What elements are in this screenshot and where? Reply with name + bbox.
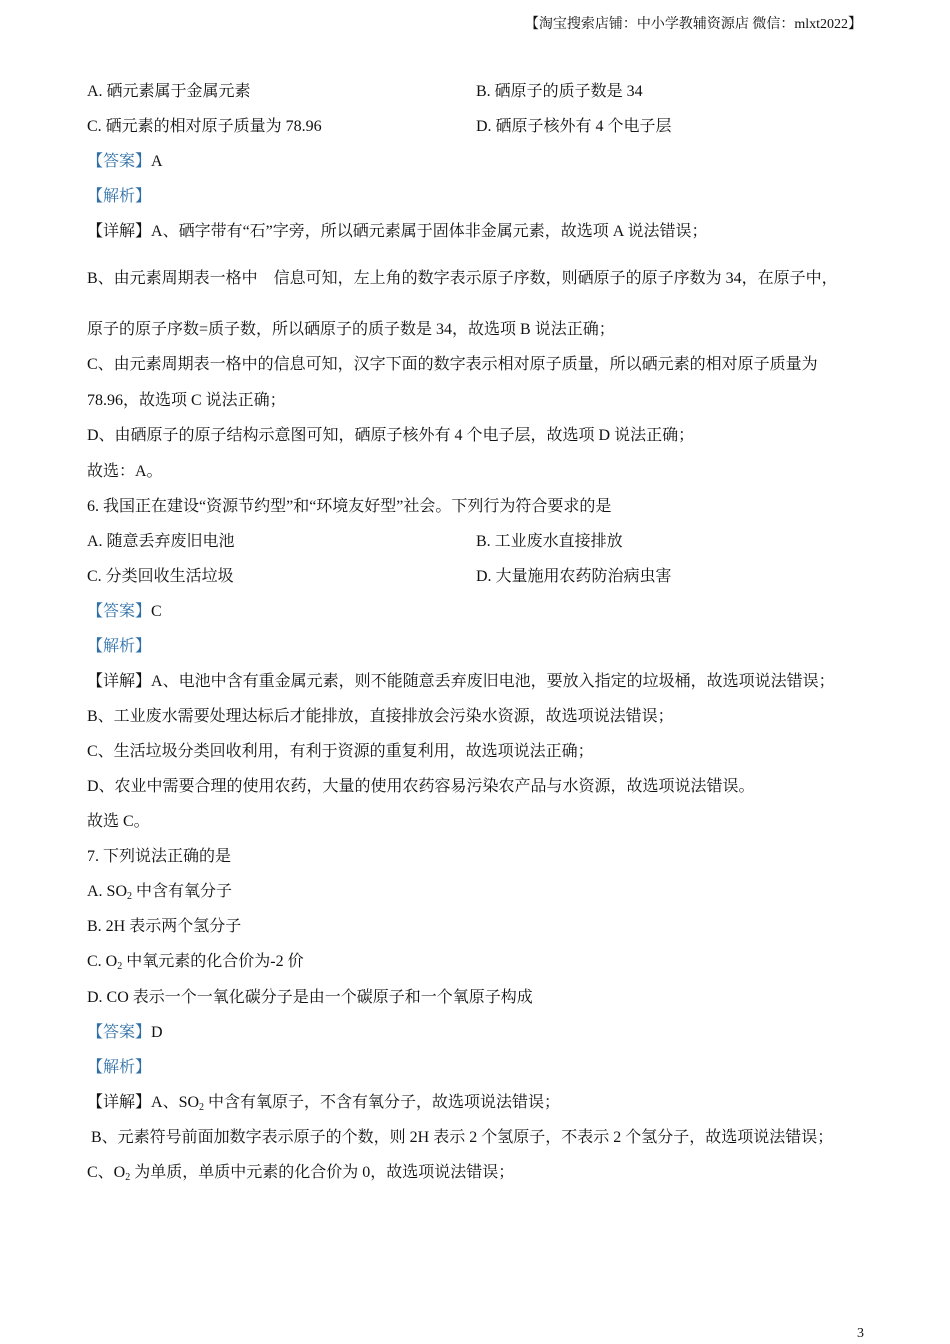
q7-answer xyxy=(87,1023,163,1043)
q6-option-b: B. 工业废水直接排放 xyxy=(476,533,623,550)
subscript: 2 xyxy=(125,1172,131,1183)
q7-analysis-label: 【解析】 xyxy=(87,1059,152,1076)
formula-text: C、O xyxy=(87,1164,126,1181)
q7-option-b: B. 2H 表示两个氢分子 xyxy=(87,918,242,935)
q5-analysis-label: 【解析】 xyxy=(87,188,152,205)
page-number: 3 xyxy=(857,1326,864,1341)
q7-option-d: D. CO 表示一个一氧化碳分子是由一个碳原子和一个氧原子构成 xyxy=(87,989,533,1006)
formula-text: A、SO xyxy=(151,1094,200,1111)
detail-text: 中含有氧原子，不含有氧分子，故选项说法错误； xyxy=(204,1094,561,1111)
q7-option-c xyxy=(87,952,304,972)
detail-text: A、硒字带有“石”字旁，所以硒元素属于固体非金属元素，故选项 A 说法错误； xyxy=(151,223,708,240)
q7-detail-1 xyxy=(87,1093,560,1113)
subscript: 2 xyxy=(199,1102,205,1113)
option-text: 中氧元素的化合价为-2 价 xyxy=(122,953,304,970)
q5-answer xyxy=(87,152,163,172)
formula-text: C. O xyxy=(87,953,118,970)
answer-value: A xyxy=(151,153,163,170)
q5-option-a: A. 硒元素属于金属元素 xyxy=(87,83,251,100)
q5-detail-2: B、由元素周期表一格中 信息可知，左上角的数字表示原子序数，则硒原子的原子序数为 34，在原子中， xyxy=(87,270,838,287)
answer-label: 【答案】 xyxy=(87,153,152,170)
q5-detail-1 xyxy=(87,222,707,242)
q5-detail-3: 原子的原子序数=质子数，所以硒原子的质子数是 34，故选项 B 说法正确； xyxy=(87,321,615,338)
q5-detail-4: C、由元素周期表一格中的信息可知，汉字下面的数字表示相对原子质量，所以硒元素的相对原子质量为 xyxy=(87,356,818,373)
subscript: 2 xyxy=(117,961,123,972)
q6-answer xyxy=(87,602,162,622)
q6-detail-2: B、工业废水需要处理达标后才能排放，直接排放会污染水资源，故选项说法错误； xyxy=(87,708,674,725)
q6-option-a: A. 随意丢弃废旧电池 xyxy=(87,533,235,550)
q7-stem: 7. 下列说法正确的是 xyxy=(87,848,232,865)
answer-value: D xyxy=(151,1024,163,1041)
detail-label: 【详解】 xyxy=(87,673,152,690)
q7-detail-2: B、元素符号前面加数字表示原子的个数，则 2H 表示 2 个氢原子，不表示 2 个氢分子，故选项说法错误； xyxy=(87,1129,834,1146)
q5-option-c: C. 硒元素的相对原子质量为 78.96 xyxy=(87,118,322,135)
q5-option-b: B. 硒原子的质子数是 34 xyxy=(476,83,643,100)
q5-detail-6: D、由硒原子的原子结构示意图可知，硒原子核外有 4 个电子层，故选项 D 说法正确； xyxy=(87,427,695,444)
answer-label: 【答案】 xyxy=(87,603,152,620)
q6-detail-4: D、农业中需要合理的使用农药，大量的使用农药容易污染农产品与水资源，故选项说法错误。 xyxy=(87,778,755,795)
detail-label: 【详解】 xyxy=(87,223,152,240)
q6-stem: 6. 我国正在建设“资源节约型”和“环境友好型”社会。下列行为符合要求的是 xyxy=(87,498,612,515)
q6-detail-1 xyxy=(87,672,835,692)
q5-option-d: D. 硒原子核外有 4 个电子层 xyxy=(476,118,672,135)
option-text: 中含有氧分子 xyxy=(132,883,233,900)
q6-detail-3: C、生活垃圾分类回收利用，有利于资源的重复利用，故选项说法正确； xyxy=(87,743,594,760)
q7-option-a xyxy=(87,882,232,902)
q7-detail-3 xyxy=(87,1163,514,1183)
answer-label: 【答案】 xyxy=(87,1024,152,1041)
q5-conclusion: 故选：A。 xyxy=(87,463,163,480)
q6-option-c: C. 分类回收生活垃圾 xyxy=(87,568,234,585)
formula-text: A. SO xyxy=(87,883,128,900)
detail-text: A、电池中含有重金属元素，则不能随意丢弃废旧电池，要放入指定的垃圾桶，故选项说法错误； xyxy=(151,673,835,690)
q6-option-d: D. 大量施用农药防治病虫害 xyxy=(476,568,672,585)
q6-conclusion: 故选 C。 xyxy=(87,813,150,830)
detail-label: 【详解】 xyxy=(87,1094,152,1111)
q6-analysis-label: 【解析】 xyxy=(87,638,152,655)
answer-value: C xyxy=(151,603,162,620)
subscript: 2 xyxy=(127,891,133,902)
q5-detail-5: 78.96，故选项 C 说法正确； xyxy=(87,392,286,409)
page-header: 【淘宝搜索店铺：中小学教辅资源店 微信：mlxt2022】 xyxy=(524,17,862,32)
detail-text: 为单质，单质中元素的化合价为 0，故选项说法错误； xyxy=(130,1164,515,1181)
